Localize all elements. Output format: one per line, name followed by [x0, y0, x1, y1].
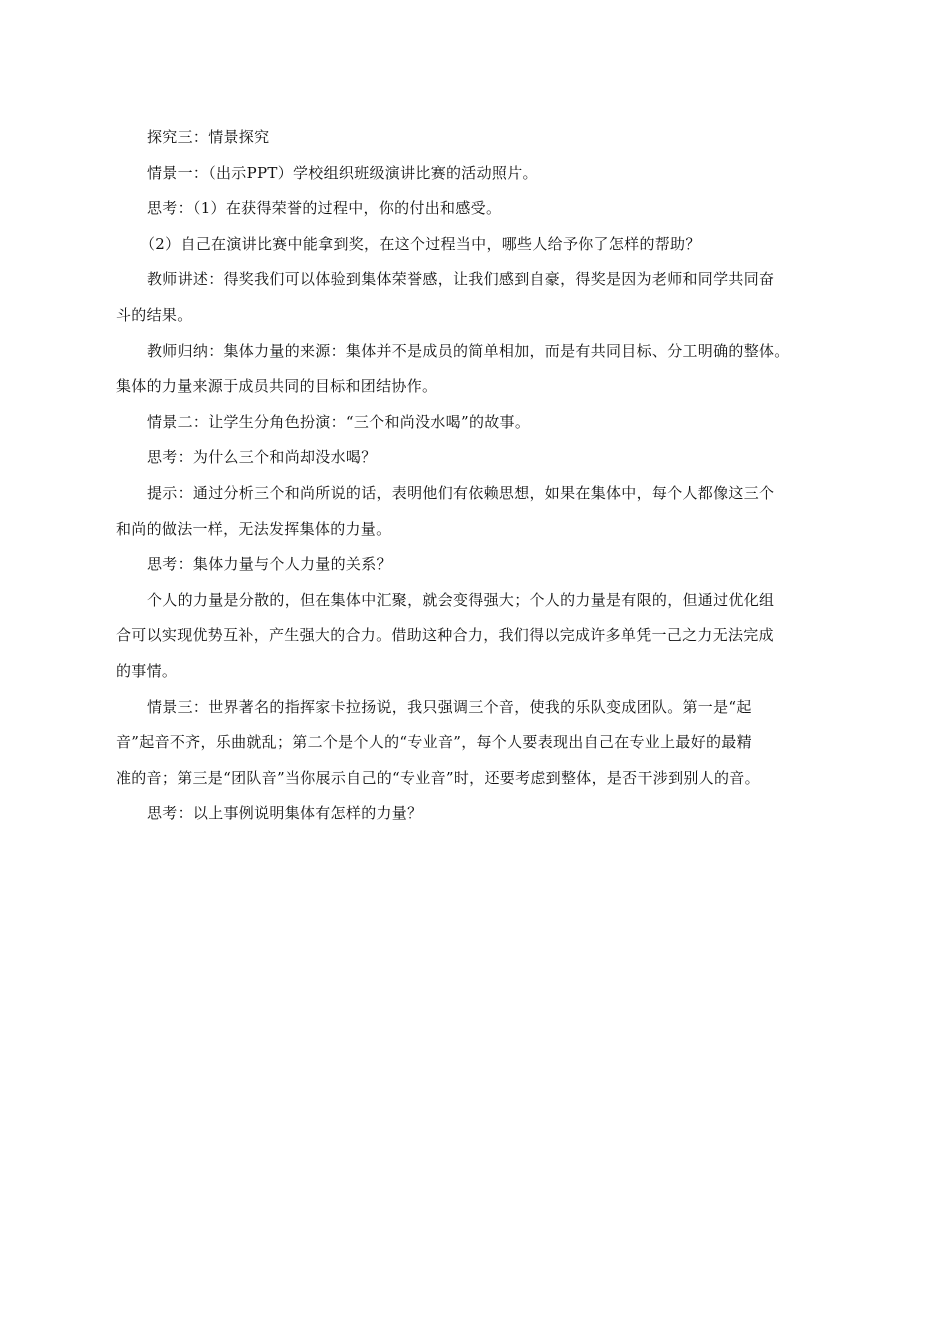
paragraph-line: 个人的力量是分散的，但在集体中汇聚，就会变得强大；个人的力量是有限的，但通过优化组 — [147, 590, 775, 609]
document-body — [116, 126, 836, 838]
paragraph-line: 合可以实现优势互补，产生强大的合力。借助这种合力，我们得以完成许多单凭一己之力无法完成 — [116, 626, 774, 645]
section-heading: 探究三：情景探究 — [147, 128, 270, 146]
paragraph-line: 音”起音不齐，乐曲就乱；第二个是个人的“专业音”，每个人要表现出自己在专业上最好的最精 — [116, 733, 752, 752]
paragraph-line: 思考：以上事例说明集体有怎样的力量？ — [147, 804, 423, 823]
paragraph-line: （2）自己在演讲比赛中能拿到奖，在这个过程当中，哪些人给予你了怎样的帮助？ — [140, 234, 701, 253]
paragraph-line: 思考：为什么三个和尚却没水喝？ — [147, 448, 377, 467]
paragraph-line: 情景一：（出示PPT）学校组织班级演讲比赛的活动照片。 — [147, 163, 538, 182]
paragraph-line: 思考：（1）在获得荣誉的过程中，你的付出和感受。 — [147, 199, 502, 218]
paragraph-line: 教师归纳：集体力量的来源：集体并不是成员的简单相加，而是有共同目标、分工明确的整体。 — [147, 341, 790, 360]
paragraph-line: 思考：集体力量与个人力量的关系？ — [147, 555, 392, 574]
paragraph-line: 教师讲述：得奖我们可以体验到集体荣誉感，让我们感到自豪，得奖是因为老师和同学共同奋 — [147, 270, 775, 289]
paragraph-line: 集体的力量来源于成员共同的目标和团结协作。 — [116, 377, 438, 396]
paragraph-line: 提示：通过分析三个和尚所说的话，表明他们有依赖思想，如果在集体中，每个人都像这三个 — [147, 483, 775, 502]
paragraph-line: 的事情。 — [116, 661, 178, 680]
paragraph-line: 斗的结果。 — [116, 305, 193, 324]
paragraph-line: 情景二：让学生分角色扮演：“三个和尚没水喝”的故事。 — [147, 412, 531, 431]
paragraph-line: 准的音；第三是“团队音”当你展示自己的“专业音”时，还要考虑到整体，是否干涉到别人的音。 — [116, 768, 760, 787]
paragraph-line: 情景三：世界著名的指挥家卡拉扬说，我只强调三个音，使我的乐队变成团队。第一是“起 — [147, 697, 752, 716]
paragraph-line: 和尚的做法一样，无法发挥集体的力量。 — [116, 519, 392, 538]
